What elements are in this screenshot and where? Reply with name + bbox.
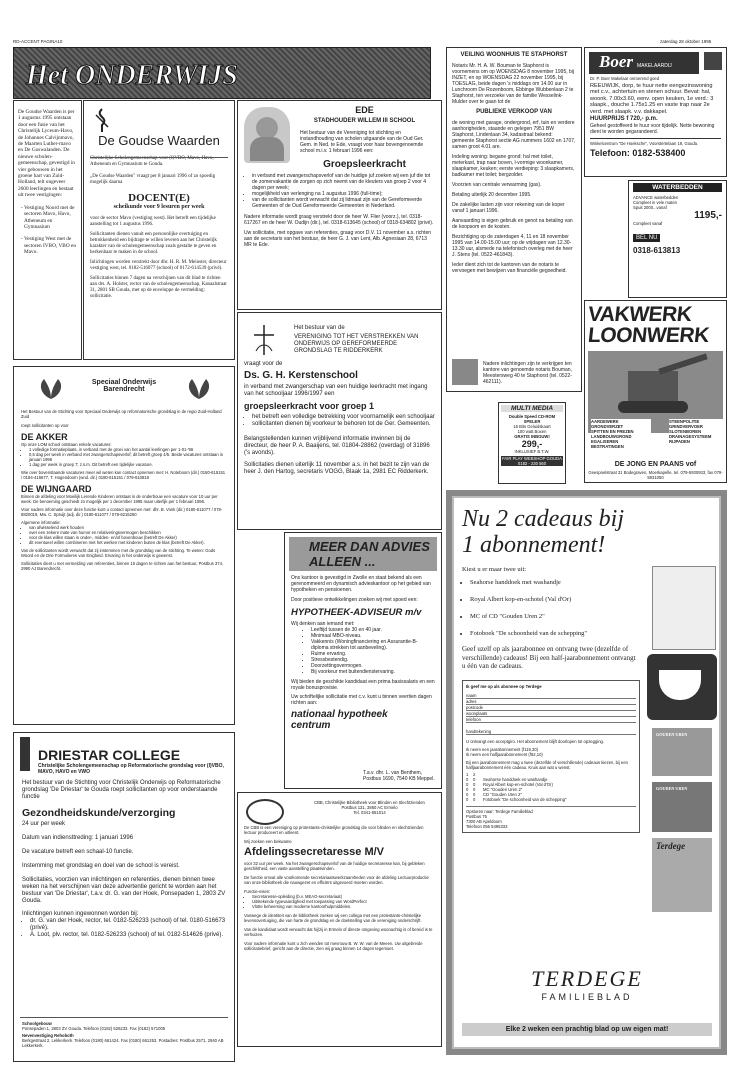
requirement-item: • over een zekere mate van humor en relativeringsvermogen beschikken: [29, 530, 227, 535]
intro-bullet: - Vestiging Noord met de sectoren Mavo, Havo, Atheneum en Gymnasium: [24, 205, 77, 231]
driestar-title: DRIESTAR COLLEGE: [38, 747, 181, 763]
city: 7300 AB Apeldoorn: [466, 819, 502, 824]
hypotheek-banner2: ALLEEN ...: [309, 554, 376, 569]
vakwerk-left-list: [591, 419, 651, 449]
ede-intro: Het bestuur van de Vereniging tot stichting en instandhouding van scholen uitgaande van de Oud Ger. Gem. in Ned. te Ede, vraagt voor haar bovengenoemde school m.i.v. 1 februari 1996 een:: [300, 130, 424, 154]
terdege-ad: [446, 490, 727, 1055]
kersten-board: Het bestuur van de: [294, 325, 345, 331]
boer-ad: [584, 47, 727, 177]
waterbedden-phone: 0318-613813: [633, 246, 681, 255]
hypotheek-bullet: • Vakkennis (Woningfinanciering en Assurantie-B-diploma strekken tot aanbeveling).: [311, 639, 435, 651]
goudse-vacancy: DOCENT(E): [128, 192, 190, 204]
staphorst-footer: Nadere inlichtingen zijn te verkrijgen ten kantore van genoemde notaris Bouman, Meestersweg 40 te Staphorst (tel. 0522-462111).: [483, 361, 572, 385]
cbb-phone: Tel. 0341-551014: [353, 810, 386, 815]
terdege-offer: Geef uzelf op als jaarabonnee en ontvang twee (dezelfde of verschillende) cadeaus! Bij een half-jaarabonnement ontvangt u één van de cadeaus.: [462, 645, 636, 670]
wijngaard-text: Binnen de afdeling voor Moeilijk Lerende Kinderen ontstaat in de onderbouw een vacature voor 10 uur per week. De benoeming geschiedt zo mogelijk per 1 december 1995 maar uiterlijk per 1 februari 1996.: [21, 494, 218, 504]
goudse-logo-icon: [92, 107, 112, 133]
vakwerk-address: Geespoelstraat 31 Bodegraven, Moerkapelle, tel. 079-5930933, fax 079-5931050: [588, 470, 723, 480]
kersten-vacancy: groepsleerkracht voor groep 1: [244, 401, 375, 411]
gift-table: [466, 772, 636, 802]
form-field-name[interactable]: naam: [466, 693, 636, 699]
waterbedden-row: ADVANCE waterbedden: [633, 195, 679, 200]
gift-item: • MC of CD "Gouden Uren 2": [470, 613, 630, 620]
cbb-address: Postbus 131, 3860 AC Ermelo: [341, 805, 398, 810]
boer-text: REEUWIJK, dorp, te huur nette eengezinswoning met c.v., achtertuin en stenen schuur. Bevat: hal, woonk. 7.00x3.60, eenv. open keuken, 1e verd.: 3 slaapk., douche 1.75x1.25 en vaste trap naar 2e verd. met slaapk. v.v. dakkapel.: [590, 83, 714, 115]
staphorst-heading: PUBLIEKE VERKOOP VAN: [476, 109, 552, 115]
cbb-hours: voor 32 uur per week. Na het zwangerschapsverlof van de huidige secretaresse kan, bij gebleken geschiktheid, een vaste aanstelling plaatsvinden.: [244, 861, 425, 871]
masthead-logo: [22, 52, 422, 94]
terdege-slogan: Elke 2 weken een prachtig blad op uw eigen mat!: [462, 1023, 712, 1036]
wijngaard-contact: Voor nadere informatie over deze functie kunt u contact opnemen met: dhr. B. Vonk (dir.) 0180-611077 / 078-6820019, Mw. C. Spruijt (adj. dir.) 0180-611077 / 078-6215250: [21, 507, 223, 517]
cbb-intro: De CBB is een vereniging op protestants-christelijke grondslag die voor blinden en slechtzienden lectuur produceert en uitleent.: [244, 825, 424, 835]
hypotheek-banner1: MEER DAN ADVIES: [309, 539, 430, 554]
cbb-p1: Vanwege de identiteit van de bibliotheek zoeken wij een collega met een protestants-christelijke levensovertuiging, die van harte de grondslag en de doelstelling van de vereniging onderschrijft.: [244, 913, 422, 923]
form-choice-note: Bij een jaarabonnement mag u twee (dezelfde of verschillende) cadeaus kiezen, bij een halfjaarabonnement één cadeau. Kruis aan wat u wenst.: [466, 760, 629, 770]
staphorst-title: VEILING WOONHUIS TE STAPHORST: [460, 52, 568, 58]
hypotheek-role: HYPOTHEEK-ADVISEUR m/v: [291, 607, 422, 618]
multimedia-footer: FAIR PLAY WEBSHOP GOUDA 0182 - 230 560: [502, 456, 562, 466]
akker-item: • 1 volledige formatieplaats, in verband met de groei van het aantal leerlingen per 1-01-'96: [29, 447, 227, 452]
akker-list: [21, 447, 227, 467]
driestar-ad: [13, 732, 235, 1062]
form-accept: U ontvangt een acceptgiro. Het abonnement blijft doorlopen tot opzegging.: [466, 739, 605, 744]
kersten-asks: vraagt voor de: [244, 361, 283, 367]
subscription-form: [462, 680, 640, 833]
akker-item: • 1 dag per week in groep 7; z.s.m. Dit betreft een tijdelijke vacature.: [29, 462, 227, 467]
multimedia-price: 299,-: [521, 439, 543, 449]
speciaal-ask: roept sollicitanten op voor: [21, 423, 69, 428]
send-to: Opsturen naar: Terdege Familieblad: [466, 806, 636, 814]
form-field-city[interactable]: woonplaats: [466, 711, 636, 717]
driestar-contact: • A. Loot, plv. rector, tel. 0182-526233 (school) of tel. 0182-514626 (privé).: [30, 932, 226, 939]
hypotheek-apply: Uw schriftelijke sollicitatie met c.v. kunt u binnen veertien dagen richten aan:: [291, 694, 432, 706]
postbus: Postbus 75: [466, 814, 487, 819]
school-logo-icon: [250, 323, 278, 357]
rehoboth: Berkgestraat 2, Lekkerkerk. Telefoon (0180) 661424. Fax (0180) 661253. Postadres: Postbus 2571, 2940 AB Lekkerkerk.: [22, 1038, 224, 1048]
driestar-bar: [20, 737, 30, 771]
ede-bullet: • mogelijkheid van verlenging na 1 augustus 1996 (full-time);: [252, 191, 435, 197]
driestar-hours: 24 uur per week: [22, 821, 66, 827]
service-item: AARDEWERK: [591, 419, 619, 424]
goudse-waarden-ad: [83, 100, 235, 360]
hypotheek-contact: T.a.v. dhr. L. van Benthem, Postbus 1690, 7540 KB Meppel.: [363, 770, 435, 782]
page-date: zaterdag 28 oktober 1995: [660, 39, 712, 44]
kerstenschool-ad: [237, 312, 442, 530]
ede-bullet: • van de sollicitanten wordt verwacht dat zij lidmaat zijn van de Gereformeerde Gemeenten of de Oud Gereformeerde Gemeenten in Nederland.: [252, 197, 435, 209]
staphorst-p2: Voorzien van centrale verwarming (gas).: [452, 182, 542, 188]
cd-label: GOUDEN UREN: [656, 732, 688, 737]
service-item: BESTRATINGEN: [591, 444, 624, 449]
waterbedden-row: Spuit 2000...vanaf: [633, 205, 667, 210]
form-option-halfyear[interactable]: Ik neem een halfjaarabonnement (f62,10): [466, 752, 543, 757]
staphorst-p6: Bezichtiging op de zaterdagen 4, 11 en 18 november 1995 van 14.00-15.00 uur; op de vrijdagen van 12.30-13.30 uur, alsmede na telefonisch overleg met de heer J. Stens (tel. 0522-461843).: [452, 234, 573, 258]
terdege-logo-sub: FAMILIEBLAD: [541, 992, 633, 1002]
akker-item: Op onze LOM school ontstaan enkele vacatures:: [21, 442, 112, 447]
table-row[interactable]: 0 0 CD "Gouden Uren 2": [466, 792, 522, 797]
driestar-addresses: [22, 1021, 226, 1048]
hypotheek-ad: [284, 532, 442, 789]
speciaal-intro: Het Bestuur van de Stichting voor Speciaal Onderwijs op reformatorische grondslag in de regio Zuid-Holland Zuid: [21, 409, 222, 419]
speciaal-address: Sollicitaties dient u met vermelding van referenties, binnen 10 dagen te richten aan het bestuur, Postbus 374, 2990 AJ Barendrecht.: [21, 561, 224, 571]
vakwerk-line1: VAKWERK: [586, 303, 693, 326]
ede-ad: [237, 100, 442, 310]
hypotheek-bullet: • Ruime ervaring.: [311, 651, 435, 657]
gift-item: • Royal Albert kop-en-schotel (Val d'Or): [470, 596, 630, 603]
ede-vacancy: Groepsleerkracht: [323, 159, 406, 170]
masthead: [13, 47, 431, 99]
multimedia-item: Double Speed CD-ROM SPELER: [508, 414, 556, 424]
multimedia-title: MULTI MEDIA: [501, 405, 563, 412]
cbb-desc: De functie omvat alle voorkomende secretariaatswerkzaamheden voor de afdeling Lectuurproductie van onze bibliotheek die nauwgezet en efficiënt uitgevoerd moeten worden.: [244, 875, 429, 885]
terdege-logo: [462, 966, 712, 1002]
towel-image: [652, 566, 716, 650]
hypotheek-intro: Ons kantoor is gevestigd in Zwolle en staat bekend als een gerenommeerd en dynamisch advieskantoor op het gebied van hypotheken en pensioenen.: [291, 575, 431, 593]
goudse-p4: Sollicitaties binnen 7 dagen na verschijnen van dit blad te richten aan drs. A. Holster, rector van de scholengemeenschap, Kanaalstraat 31, 2801 SB Gouda, met op de enveloppe de vermelding: sollicitatie.: [90, 276, 227, 299]
service-item: DRAINAGESYSTEEM: [669, 434, 712, 439]
driestar-start: Datum van indiensttreding: 1 januari 1996: [22, 835, 134, 841]
kersten-p1: Belangstellenden kunnen vrijblijvend informatie inwinnen bij de directeur, de heer P. A. Baaijens, tel. 01804-28862 (overdag) of 31896 ('s avonds).: [244, 436, 430, 456]
akker-contact: Wie over bovenstaande vacatures meer wil weten kan contact opnemen met: H. Noteboom (dir.) 0180-615151 / 0184-416677, T. Hogendoorn (wnd. dir.) 0180-615151 / 079-610818: [21, 470, 226, 480]
staphorst-p1: Indeling woning: begane grond: hal met toilet, meterkast, trap naar boven, l-vormige woonkamer, slaapkamer, keuken; eerste verdieping: 3 slaapkamers, badkamer met toilet; bergzolder.: [452, 154, 575, 178]
driestar-contacts: [22, 918, 226, 939]
hypotheek-bullet: • Doorzettingsvermogen.: [311, 663, 435, 669]
intro-bullet: - Vestiging West met de sectoren IVBO, VBO en Mavo.: [24, 236, 77, 255]
driestar-p2: Sollicitaties, voorzien van inlichtingen en referenties, dienen binnen twee weken na het verschijnen van deze advertentie gericht te worden aan het bestuur van 'De Driestar', t.a.v. dr. G. van der Hoek, Ponsepaden 1, 2803 ZV Gouda.: [22, 877, 226, 904]
form-field-phone[interactable]: telefoon: [466, 717, 636, 723]
cbb-reqs: [244, 894, 435, 909]
cbb-req: • Secretaresse-opleiding (b.v. MEAO-secretariaat): [252, 894, 435, 899]
form-field-postcode[interactable]: postcode: [466, 705, 636, 711]
schooladdr-title: Schoolgebouw: [22, 1021, 52, 1026]
hypotheek-bullets: [291, 627, 435, 675]
service-item: RIJPADEN: [669, 439, 690, 444]
goudse-title: De Goudse Waarden: [98, 133, 220, 148]
staphorst-desc: de woning met garage, ondergrond, erf, tuin en verdere aanhorigheden, staande en gelegen 7951 BW Staphorst, Lindenlaan 34, kadastraal bekend: gemeente Staphorst sectie AG nummers 1602 en 1707, samen groot 4.01 are.: [452, 120, 576, 150]
terdege-gift-list: [462, 579, 630, 637]
boer-logo-text: Boer: [599, 52, 633, 71]
kersten-school: Ds. G. H. Kerstenschool: [244, 370, 358, 381]
cbb-req-title: Functie-eisen:: [244, 889, 271, 894]
driestar-intro: Het bestuur van de Stichting voor Christelijk Onderwijs op Reformatorische grondslag 'De Driestar' te Gouda roept sollicitanten op voor onderstaande functie: [22, 780, 221, 800]
cd-image: [652, 728, 712, 776]
goudse-subtitle: Christelijke Scholengemeenschap voor (I)VBO, Mavo, Havo, Atheneum en Gymnasium te Gouda.: [90, 156, 214, 167]
table-row[interactable]: 0 0 Royal Albert kop-en-schotel (Val d'Or): [466, 782, 553, 787]
waterbedden-price: 1195,-: [694, 210, 722, 221]
kersten-bullet: • sollicitanten dienen bij voorkeur te behoren tot de Ger. Gemeenten.: [252, 421, 435, 428]
schooladdr: Ponsepaden 1, 2803 ZV Gouda. Telefoon (0182) 526233. Fax (0182) 571005: [22, 1026, 166, 1031]
page-label: RD-ACCENT PAGINA10: [13, 39, 63, 44]
ede-p2: Uw sollicitatie, met opgave van referenties, graag voor D.V. 11 november a.s. richten aan de secretaris van het bestuur, de heer G. J. van Lent, Alb. Agnesiaan 28, 6713 MR te Ede.: [244, 230, 432, 248]
service-item: STEENPOLITIE: [669, 419, 700, 424]
terdege-phone: Telefoon 055 5495333: [466, 824, 508, 829]
terdege-headline2: 1 abonnement!: [462, 532, 606, 558]
hypotheek-offer: Wij bieden de geschikte kandidaat een prima basissalaris en een royale bonusprovisie.: [291, 679, 435, 691]
terdege-choose: Kiest u er maar twee uit:: [462, 566, 527, 573]
tape-image: [652, 782, 712, 832]
driestar-p1: Instemming met grondslag en doel van de school is vereist.: [22, 863, 180, 869]
waterbedden-row: Compleet vanaf: [633, 221, 663, 226]
multimedia-ad: [498, 402, 566, 484]
akker-item: • 0,5 dag per week in verband met zwangerschapsverlof; dit betreft groep 4/5. Beide vacatures ontstaan in januari 1996: [29, 452, 227, 462]
nvm-logo-icon: [704, 52, 722, 70]
leaf-logo-icon: [184, 377, 214, 401]
intro-text: De Goudse Waarden is per 1 augustus 1995 ontstaan door een fusie van het Christelijk Lyceum-Havo, de Johannes Calvijnmavo, de Maarten Luther-mavo en De Goswalanden. De nieuwe scholen-gemeenschap, gevestigd in vier gebouwen in het groene hart van Zuid-Holland, telt ongeveer 2600 leerlingen en bestaat uit twee vestigingen:: [18, 109, 75, 199]
ede-title: EDE: [355, 105, 374, 115]
staphorst-ad: [446, 47, 582, 392]
multimedia-item: 16 Bits Geluidskaart: [513, 424, 551, 429]
staphorst-p7: Ieder dient zich tot de kantoren van de notaris te vervoegen met bewijzen van financiële gegoedheid.: [452, 262, 567, 274]
wijngaard-title: DE WIJNGAARD: [21, 484, 92, 494]
ede-bullets: [244, 173, 435, 209]
cbb-p2: Van de kandidaat wordt verwacht dat hij/zij in Ermelo of directe omgeving woonachtig is of bereid is te verhuizen.: [244, 927, 433, 937]
table-row[interactable]: 0 0 Seahorse handdoek en washandje: [466, 777, 548, 782]
waterbedden-row: Compleet in vele maten: [633, 200, 677, 205]
ede-p1: Nadere informatie wordt graag verstrekt door de heer W. Flier (voorz.), tel. 0318-617267 en de heer W. Oudijn (dir.), tel. 0318-613645 (school) of 0318-634802 (privé).: [244, 214, 434, 226]
speciaal-onderwijs-ad: [13, 366, 235, 725]
table-header: 1: [466, 772, 469, 777]
table-row[interactable]: 0 0 MC "Gouden Uren 2": [466, 787, 523, 792]
goudse-p3: Inlichtingen worden verstrekt door dhr. H. R. M. Meinster, directeur vestiging west, tel. 0182-516077 (school) of 0172-614539 (privé).: [90, 260, 227, 271]
requirement-item: • dit eventueel willen combineren met het werken met kinderen buiten de klas (betreft De Akker).: [29, 540, 227, 545]
cbb-role: Afdelingssecretaresse M/V: [244, 846, 385, 858]
requirement-item: • voor de klas willen staan in onder-, midden- en/of bovenbouw (betreft De Akker): [29, 535, 227, 540]
boer-price: HUURPRIJS f 720,- p.m.: [590, 116, 658, 123]
cup-image: [647, 654, 717, 720]
hypotheek-company2: centrum: [291, 720, 331, 731]
staphorst-p5: Aanvaarding is eigen gebruik en genot na betaling van de koopsom en de kosten.: [452, 218, 573, 230]
service-item: EGALISEREN: [591, 439, 619, 444]
form-field-signature[interactable]: handtekening: [466, 729, 636, 735]
goudse-vacancy-sub: scheikunde voor 9 lesuren per week: [113, 204, 205, 210]
hypotheek-bullet: • Stressbestendig.: [311, 657, 435, 663]
form-field-address[interactable]: adres: [466, 699, 636, 705]
hypotheek-wij-zoeken: Wij denken aan iemand met:: [291, 621, 355, 627]
portrait-image: [244, 107, 290, 163]
cbb-seek: Wij zoeken een bekwame: [244, 839, 292, 844]
kersten-p2: Sollicitaties dienen uiterlijk 11 november a.s. in het bezit te zijn van de heer J. den Hartog, secretaris VOGG, Blaak 1a, 2981 EC Ridderkerk.: [244, 462, 430, 475]
hypotheek-bullet: • Leeftijd tussen de 30 en 40 jaar.: [311, 627, 435, 633]
driestar-temp: De vacature betreft een schaal-10 functie.: [22, 849, 134, 855]
service-item: SPITTEN EN FREZEN: [591, 429, 634, 434]
boer-note: Geheel gestoffeerd te huur voor tijdelijk. Nette bewoning dient te worden gegarandeerd.: [590, 123, 715, 136]
intro-column: [13, 100, 82, 360]
multimedia-price-note: INKLUSIEF B.T.W.: [514, 449, 550, 454]
cbb-req: • Uitstekende typevaardigheid met toepassing van WordPerfect: [252, 899, 435, 904]
kersten-org: VERENIGING TOT HET VERSTREKKEN VAN ONDERWIJS OP GEREFORMEERDE GRONDSLAG TE RIDDERKERK: [294, 334, 419, 354]
service-item: GRINDVERVOER: [669, 424, 703, 429]
akker-title: DE AKKER: [21, 432, 68, 442]
waterbedden-ad: [628, 180, 727, 298]
boer-sub: Dr. P. Boer Makelaar onroerend goed: [590, 76, 660, 81]
terdege-logo-text: TERDEGE: [531, 966, 643, 991]
boer-logo: [589, 52, 699, 74]
table-header: 2: [473, 772, 476, 777]
intro-bullets: [18, 205, 77, 256]
driestar-contact: • dr. G. van der Hoek, rector, tel. 0182-526233 (school) of tel. 0180-516673 (privé).: [30, 918, 226, 932]
requirements-list: [21, 525, 227, 545]
hypotheek-growth: Door positieve ontwikkelingen zoeken wij met spoed een:: [291, 597, 418, 603]
cbb-p3: Voor nadere informatie kunt u zich wenden tot mevrouw B. W. W. van de Meeen. Uw uitgebreide sollicitatiebrief, gericht aan de directie, zien wij graag binnen 14 dagen tegemoet.: [244, 941, 423, 951]
goudse-p2: Sollicitanten dienen vanuit een persoonlijke overtuiging en betrokkenheid een bijdrage te willen leveren aan het Christelijk karakter van de scholengemeenschap zoals gestalte te geven en herkenbaar te maken in de school.: [90, 232, 217, 255]
requirement-item: • van afwisselend werk houden: [29, 525, 227, 530]
multimedia-item: 100 watt Boxen: [517, 429, 547, 434]
hypotheek-company1: nationaal hypotheek: [291, 709, 388, 720]
hypotheek-bullet: • Bij voorkeur met buitendienstervaring.: [311, 669, 435, 675]
boer-phone: Telefoon: 0182-538400: [590, 148, 686, 159]
magazine-label: Terdege: [656, 841, 686, 851]
terdege-headline1: Nu 2 cadeaus bij: [462, 506, 624, 532]
form-option-year[interactable]: Ik neem een jaarabonnement (f119,30): [466, 747, 539, 752]
hypotheek-bullet: • Minimaal MBO-niveau.: [311, 633, 435, 639]
table-row[interactable]: 0 0 Fotoboek "De schoonheid van de schepping": [466, 797, 567, 802]
service-item: SLOTENBOREN: [669, 429, 702, 434]
vakwerk-right-list: [669, 419, 723, 444]
cbb-req: • Vlotte beheersing van moderne kantoorhulpmiddelen.: [252, 904, 435, 909]
driestar-contact-intro: Inlichtingen kunnen ingewonnen worden bij:: [22, 911, 139, 917]
goudse-p1: voor de sector Mavo (vestiging west). Het betreft een tijdelijke aanstelling tot 1 augustus 1996.: [90, 216, 216, 227]
ede-bullet: • in verband met zwangerschapsverlof van de huidige juf zoeken wij een juf die tot de zomervakantie de zorgen op zich neemt van de kleuters van groep 2 voor 4 dagen per week;: [252, 173, 435, 191]
waterbedden-title: WATERBEDDEN: [633, 183, 722, 192]
gift-item: • Seahorse handdoek met washandje: [470, 579, 630, 586]
form-title: Ik geef me op als abonnee op Terdege: [466, 684, 542, 689]
boer-tagline: MAKELAARDIJ: [637, 63, 672, 69]
kersten-bullet: • het betreft een volledige betrekking voor voornamelijk een schooljaar: [252, 414, 435, 421]
vakwerk-ad: [584, 300, 727, 483]
magazine-image: [652, 838, 712, 912]
rehoboth-title: Nevenvestiging Rehoboth: [22, 1033, 74, 1038]
gift-item: • Fotoboek "De schoonheid van de schepping": [470, 630, 630, 637]
driestar-subtitle: Christelijke Scholengemeenschap op Reformatorische grondslag voor (I)VBO, MAVO, HAVO en VWO: [38, 763, 224, 775]
vakwerk-company: DE JONG EN PAANS vof: [614, 461, 697, 468]
notary-logo-icon: [452, 359, 478, 385]
speciaal-title: Speciaal Onderwijs Barendrecht: [91, 379, 157, 393]
service-item: GRONDVERZET: [591, 424, 624, 429]
cbb-logo-icon: [246, 799, 284, 825]
masthead-text: Het ONDERWIJS: [26, 60, 238, 91]
driestar-role: Gezondheidskunde/verzorging: [22, 807, 176, 819]
kersten-bullets: [244, 414, 435, 428]
boer-address: Winkelcentrum "De Hoeksche", Voorstertelaan 19, Gouda.: [590, 138, 721, 146]
cbb-ad: [237, 792, 442, 1047]
staphorst-p4: De zakelijke lasten zijn voor rekening van de koper vanaf 1 januari 1996.: [452, 202, 565, 214]
tape-label: GOUDEN UREN: [656, 786, 688, 791]
kersten-reason: in verband met zwangerschap van een huidige leerkracht met ingang van het schooljaar 1996/1997 een: [244, 384, 428, 397]
speciaal-closing: Van de sollicitanten wordt verwacht dat zij instemmen met de grondslag van de stichting. Te weten: Gods Woord en de Drie Formulieren van Enigheid. Ervaring in het onderwijs is gewenst.: [21, 548, 216, 558]
ede-subtitle: STADHOUDER WILLEM III SCHOOL: [313, 118, 416, 124]
cbb-org: CBB, Christelijke Bibliotheek voor Blinden en Slechtzienden: [314, 800, 425, 805]
requirements-title: Algemene informatie:: [21, 520, 61, 525]
service-item: LANDBOUWGROND: [591, 434, 632, 439]
multimedia-item: GRATIS INBOUW!: [514, 434, 550, 439]
goudse-intro: „De Goudse Waarden" vraagt per 8 januari 1996 of zo spoedig mogelijk daarna: [90, 174, 216, 185]
staphorst-p3: Betaling uiterlijk 20 december 1995.: [452, 192, 532, 198]
staphorst-intro: Notaris Mr. H. A. W. Bouman te Staphorst is voornemens om op WOENSDAG 8 november 1995, bij INZET, en op WOENSDAG 22 november 1995, bij TOESLAG, beide dagen 's middags om 14.00 uur in Lunchroom De Rozenboom, Ebbinge Wubbenlaan 2 te Staphorst, ten verzoeke van de familie Wesselink-Mulder over te gaan tot de: [452, 63, 574, 105]
leaf-logo-icon: [36, 377, 66, 401]
vakwerk-line2: LOONWERK: [586, 324, 711, 347]
waterbedden-phone-label: BEL NU: [633, 234, 660, 242]
